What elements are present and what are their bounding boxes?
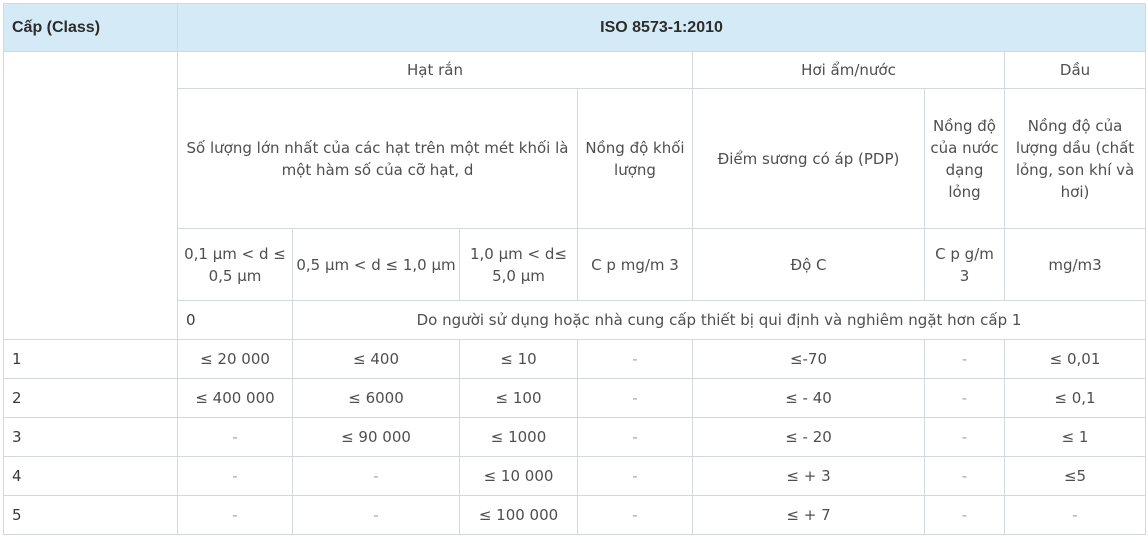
cell-size1: ≤ 20 000 <box>178 340 293 379</box>
cell-size3: ≤ 100 000 <box>460 496 578 535</box>
cell-mass: - <box>578 340 693 379</box>
group-row <box>4 52 1146 89</box>
unit-size1: 0,1 µm < d ≤ 0,5 µm <box>178 229 293 301</box>
table-row <box>4 457 1146 496</box>
cell-water: - <box>925 457 1005 496</box>
table-row <box>4 340 1146 379</box>
cell-dewpoint: ≤-70 <box>693 340 925 379</box>
class-level: 4 <box>4 457 178 496</box>
cell-size3: ≤ 100 <box>460 379 578 418</box>
cell-size3: ≤ 10 000 <box>460 457 578 496</box>
unit-size2: 0,5 µm < d ≤ 1,0 µm <box>293 229 460 301</box>
cell-oil: ≤ 0,01 <box>1005 340 1146 379</box>
cell-size1: ≤ 400 000 <box>178 379 293 418</box>
group-moisture: Hơi ẩm/nước <box>693 52 1005 89</box>
cell-water: - <box>925 418 1005 457</box>
class-0-note: Do người sử dụng hoặc nhà cung cấp thiết bị qui định và nghiêm ngặt hơn cấp 1 <box>293 301 1146 340</box>
table-row <box>4 379 1146 418</box>
subheader-oil-concentration: Nồng độ của lượng dầu (chất lỏng, son khí và hơi) <box>1005 89 1146 229</box>
cell-dewpoint: ≤ - 20 <box>693 418 925 457</box>
unit-oil: mg/m3 <box>1005 229 1146 301</box>
cell-size3: ≤ 1000 <box>460 418 578 457</box>
iso-8573-table <box>3 3 1146 535</box>
cell-size2: ≤ 400 <box>293 340 460 379</box>
class-level: 3 <box>4 418 178 457</box>
unit-water: C p g/m 3 <box>925 229 1005 301</box>
cell-size2: - <box>293 457 460 496</box>
header-row <box>4 4 1146 52</box>
class-level: 5 <box>4 496 178 535</box>
group-oil: Dầu <box>1005 52 1146 89</box>
cell-water: - <box>925 340 1005 379</box>
cell-dewpoint: ≤ + 3 <box>693 457 925 496</box>
table-row <box>4 418 1146 457</box>
cell-dewpoint: ≤ - 40 <box>693 379 925 418</box>
cell-size2: ≤ 90 000 <box>293 418 460 457</box>
cell-size2: - <box>293 496 460 535</box>
subheader-mass-concentration: Nồng độ khối lượng <box>578 89 693 229</box>
class-header: Cấp (Class) <box>4 4 178 52</box>
cell-mass: - <box>578 379 693 418</box>
class-header-spacer <box>4 52 178 340</box>
subheader-particle-count: Số lượng lớn nhất của các hạt trên một mét khối là một hàm số của cỡ hạt, d <box>178 89 578 229</box>
cell-oil: ≤5 <box>1005 457 1146 496</box>
cell-water: - <box>925 496 1005 535</box>
cell-oil: ≤ 1 <box>1005 418 1146 457</box>
standard-header: ISO 8573-1:2010 <box>178 4 1146 52</box>
group-solid: Hạt rắn <box>178 52 693 89</box>
cell-size1: - <box>178 418 293 457</box>
cell-size1: - <box>178 496 293 535</box>
class-level: 0 <box>178 301 293 340</box>
cell-mass: - <box>578 496 693 535</box>
cell-water: - <box>925 379 1005 418</box>
subheader-liquid-water: Nồng độ của nước dạng lỏng <box>925 89 1005 229</box>
cell-size3: ≤ 10 <box>460 340 578 379</box>
class-level: 1 <box>4 340 178 379</box>
unit-dewpoint: Độ C <box>693 229 925 301</box>
unit-size3: 1,0 µm < d≤ 5,0 µm <box>460 229 578 301</box>
cell-size1: - <box>178 457 293 496</box>
unit-mass: C p mg/m 3 <box>578 229 693 301</box>
class-level: 2 <box>4 379 178 418</box>
cell-mass: - <box>578 418 693 457</box>
cell-size2: ≤ 6000 <box>293 379 460 418</box>
cell-mass: - <box>578 457 693 496</box>
cell-dewpoint: ≤ + 7 <box>693 496 925 535</box>
table-row <box>4 496 1146 535</box>
cell-oil: - <box>1005 496 1146 535</box>
subheader-pressure-dewpoint: Điểm sương có áp (PDP) <box>693 89 925 229</box>
cell-oil: ≤ 0,1 <box>1005 379 1146 418</box>
